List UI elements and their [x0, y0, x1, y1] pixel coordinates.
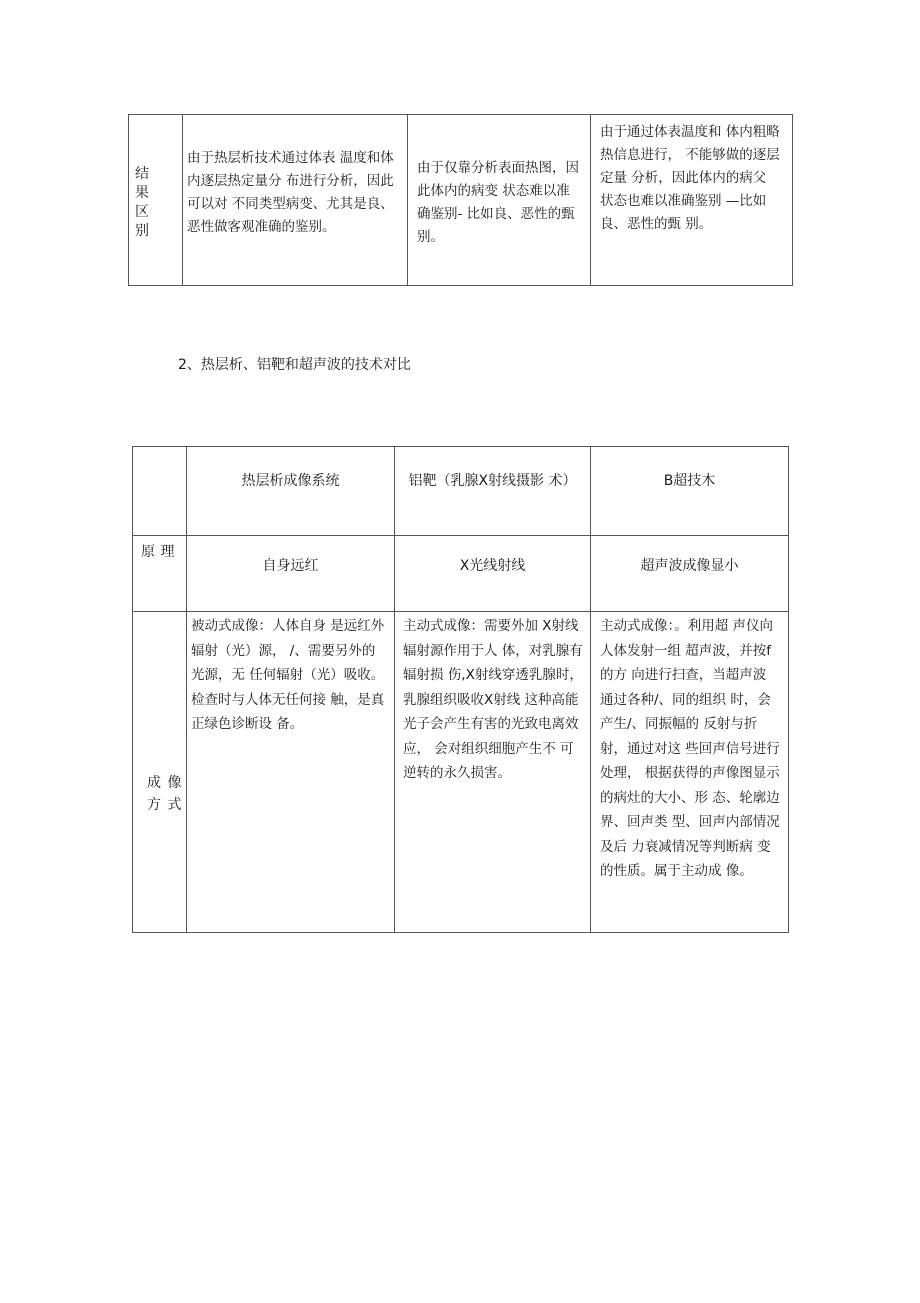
row-header-cell — [129, 115, 183, 286]
table-cell — [591, 612, 789, 933]
cell-text-surface-thermal: 由于仅靠分析表面热图，因此体内的病变 状态难以准确鉴别- 比如良、恶性的甄别。 — [417, 160, 579, 245]
technology-comparison-table — [132, 446, 789, 933]
cell-text-body-surface: 由于通过体表温度和 体内粗略热信息进行， 不能够做的逐层定量 分析，因此体内的病父 状态也难以准确鉴别 —比如良、恶性的甄 别。 — [600, 124, 780, 232]
col-header-mammography: 铝靶（乳腺X射线摄影 术） — [395, 447, 591, 536]
section-heading: 2、热层析、铝靶和超声波的技术对比 — [178, 357, 411, 373]
table-header-row — [133, 447, 789, 536]
row-label-line-2: 方 式 — [147, 797, 183, 813]
table-row-imaging-method — [133, 612, 789, 933]
table-cell — [187, 612, 395, 933]
principle-thermal: 自身远红 — [187, 536, 395, 612]
table-row-principle — [133, 536, 789, 612]
results-comparison-table — [128, 114, 793, 286]
imaging-thermal-text: 被动式成像：人体自身 是远红外辐射（光）源， /、需要另外的光源，无 任何辐射（光）吸收。 检查时与人体无任何接 触，是真正绿色诊断设 备。 — [191, 618, 385, 732]
cell-text-thermal-tomography: 由于热层析技术通过体表 温度和体内逐层热定量分 布进行分析，因此可以对 不同类型病变、尤其是良、 恶性做客观准确的鉴别。 — [187, 150, 394, 235]
table-row — [129, 115, 793, 286]
imaging-xray-text: 主动式成像：需要外加 X射线辐射源作用于人 体，对乳腺有辐射损 伤,X射线穿透乳腺时， 乳腺组织吸收X射线 这种高能光子会产生有害的光致电离效应， 会对组织细胞产生不 可逆转的永久损害。 — [403, 618, 583, 781]
table-cell — [408, 115, 591, 286]
principle-xray: X光线射线 — [395, 536, 591, 612]
row-label-line-1: 成 像 — [147, 775, 183, 791]
row-label-imaging-method — [133, 612, 187, 933]
table-cell — [591, 115, 793, 286]
col-header-thermal-tomography: 热层析成像系统 — [187, 447, 395, 536]
corner-cell — [133, 447, 187, 536]
principle-ultrasound: 超声波成像显小 — [591, 536, 789, 612]
table-cell — [395, 612, 591, 933]
row-label-result-difference: 结果区别 — [135, 166, 149, 239]
imaging-ultrasound-text: 主动式成像：。利用超 声仪向人体发射一组 超声波，并按f的方 向进行扫查，当超声波 通过各种/、同的组织 时，会产生/、同振幅的 反射与折射，通过对这 些回声信号进行处理， 根据获得的声像图显示的病灶的大小、形 态、轮廓边界、回声类 型、回声内部情况及后 力衰减情况等判断病 变的性质。属于主动成 像。 — [600, 618, 780, 879]
col-header-ultrasound: B超技木 — [591, 447, 789, 536]
row-label-principle: 原 理 — [133, 536, 187, 612]
table-cell — [183, 115, 408, 286]
